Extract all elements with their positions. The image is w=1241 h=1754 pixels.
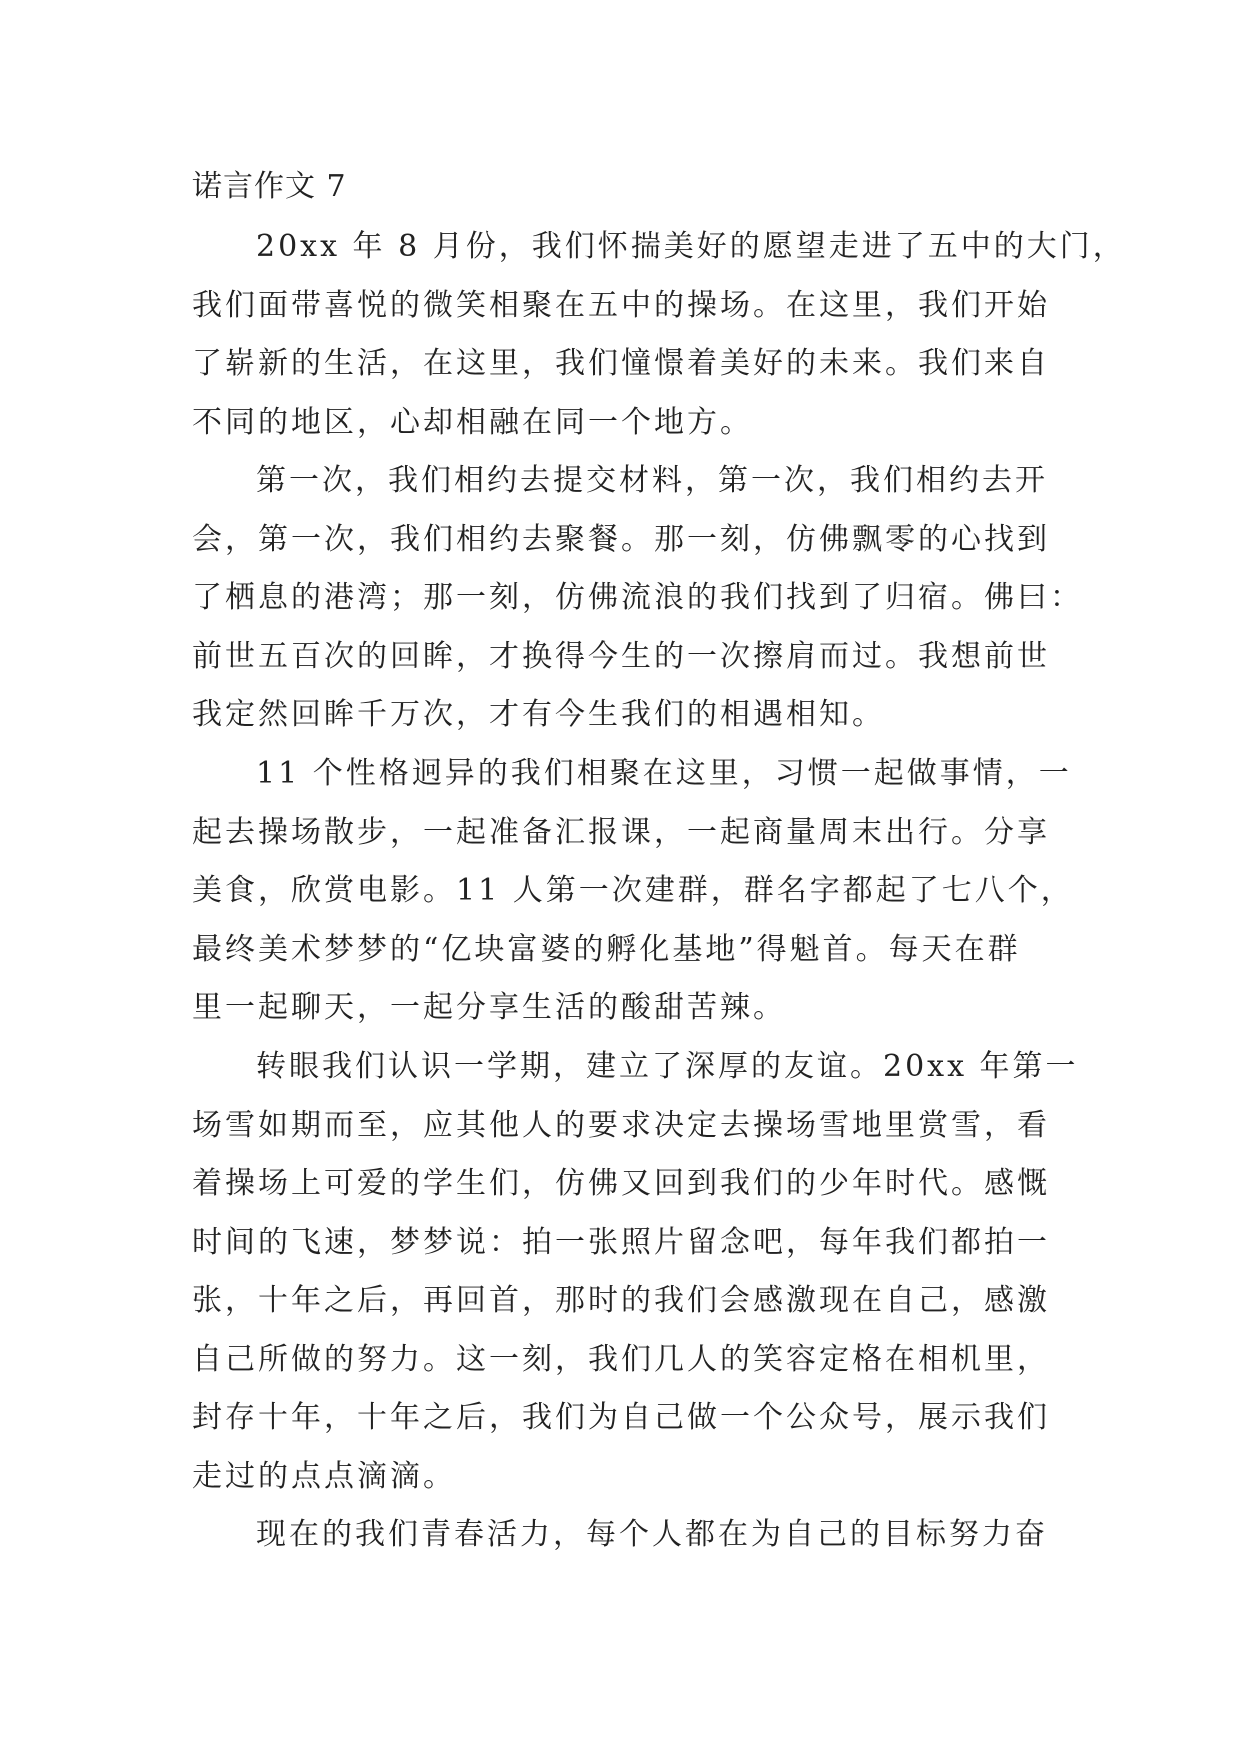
paragraph-3	[192, 745, 1072, 1038]
text-line: 不同的地区，心却相融在同一个地方。	[192, 404, 753, 440]
text-line: 会，第一次，我们相约去聚餐。那一刻，仿佛飘零的心找到	[192, 521, 1050, 557]
paragraph-2	[192, 452, 1083, 745]
text-line: 第一次，我们相约去提交材料，第一次，我们相约去开	[256, 463, 1048, 498]
paragraph-1	[192, 218, 1126, 452]
text-line: 张，十年之后，再回首，那时的我们会感激现在自己，感激	[192, 1283, 1050, 1318]
paragraph-4	[192, 1038, 1079, 1506]
text-line: 我定然回眸千万次，才有今生我们的相遇相知。	[192, 697, 885, 732]
text-line: 着操场上可爱的学生们，仿佛又回到我们的少年时代。感慨	[192, 1166, 1050, 1201]
text-line: 自己所做的努力。这一刻，我们几人的笑容定格在相机里，	[192, 1341, 1050, 1377]
text-line: 转眼我们认识一学期，建立了深厚的友谊。20xx 年第一	[256, 1049, 1079, 1084]
text-line: 最终美术梦梦的“亿块富婆的孵化基地”得魁首。每天在群	[192, 931, 1021, 967]
paragraph-5	[192, 1506, 1072, 1565]
text-line: 封存十年，十年之后，我们为自己做一个公众号，展示我们	[192, 1400, 1050, 1435]
text-line: 现在的我们青春活力，每个人都在为自己的目标努力奋	[256, 1517, 1048, 1552]
text-line: 美食，欣赏电影。11 人第一次建群，群名字都起了七八个，	[192, 873, 1074, 908]
text-line: 里一起聊天，一起分享生活的酸甜苦辣。	[192, 990, 786, 1025]
text-line: 20xx 年 8 月份，我们怀揣美好的愿望走进了五中的大门，	[256, 229, 1126, 264]
document-title: 诺言作文 7	[192, 169, 347, 204]
text-line: 前世五百次的回眸，才换得今生的一次擦肩而过。我想前世	[192, 638, 1050, 674]
text-line: 走过的点点滴滴。	[192, 1458, 456, 1494]
text-line: 起去操场散步，一起准备汇报课，一起商量周末出行。分享	[192, 814, 1050, 850]
text-line: 时间的飞速，梦梦说：拍一张照片留念吧，每年我们都拍一	[192, 1224, 1050, 1260]
text-line: 场雪如期而至，应其他人的要求决定去操场雪地里赏雪，看	[192, 1107, 1050, 1143]
text-line: 了栖息的港湾；那一刻，仿佛流浪的我们找到了归宿。佛曰：	[192, 580, 1083, 615]
text-line: 11 个性格迥异的我们相聚在这里，习惯一起做事情，一	[256, 756, 1072, 791]
text-line: 我们面带喜悦的微笑相聚在五中的操场。在这里，我们开始	[192, 287, 1050, 323]
text-line: 了崭新的生活，在这里，我们憧憬着美好的未来。我们来自	[192, 346, 1050, 381]
